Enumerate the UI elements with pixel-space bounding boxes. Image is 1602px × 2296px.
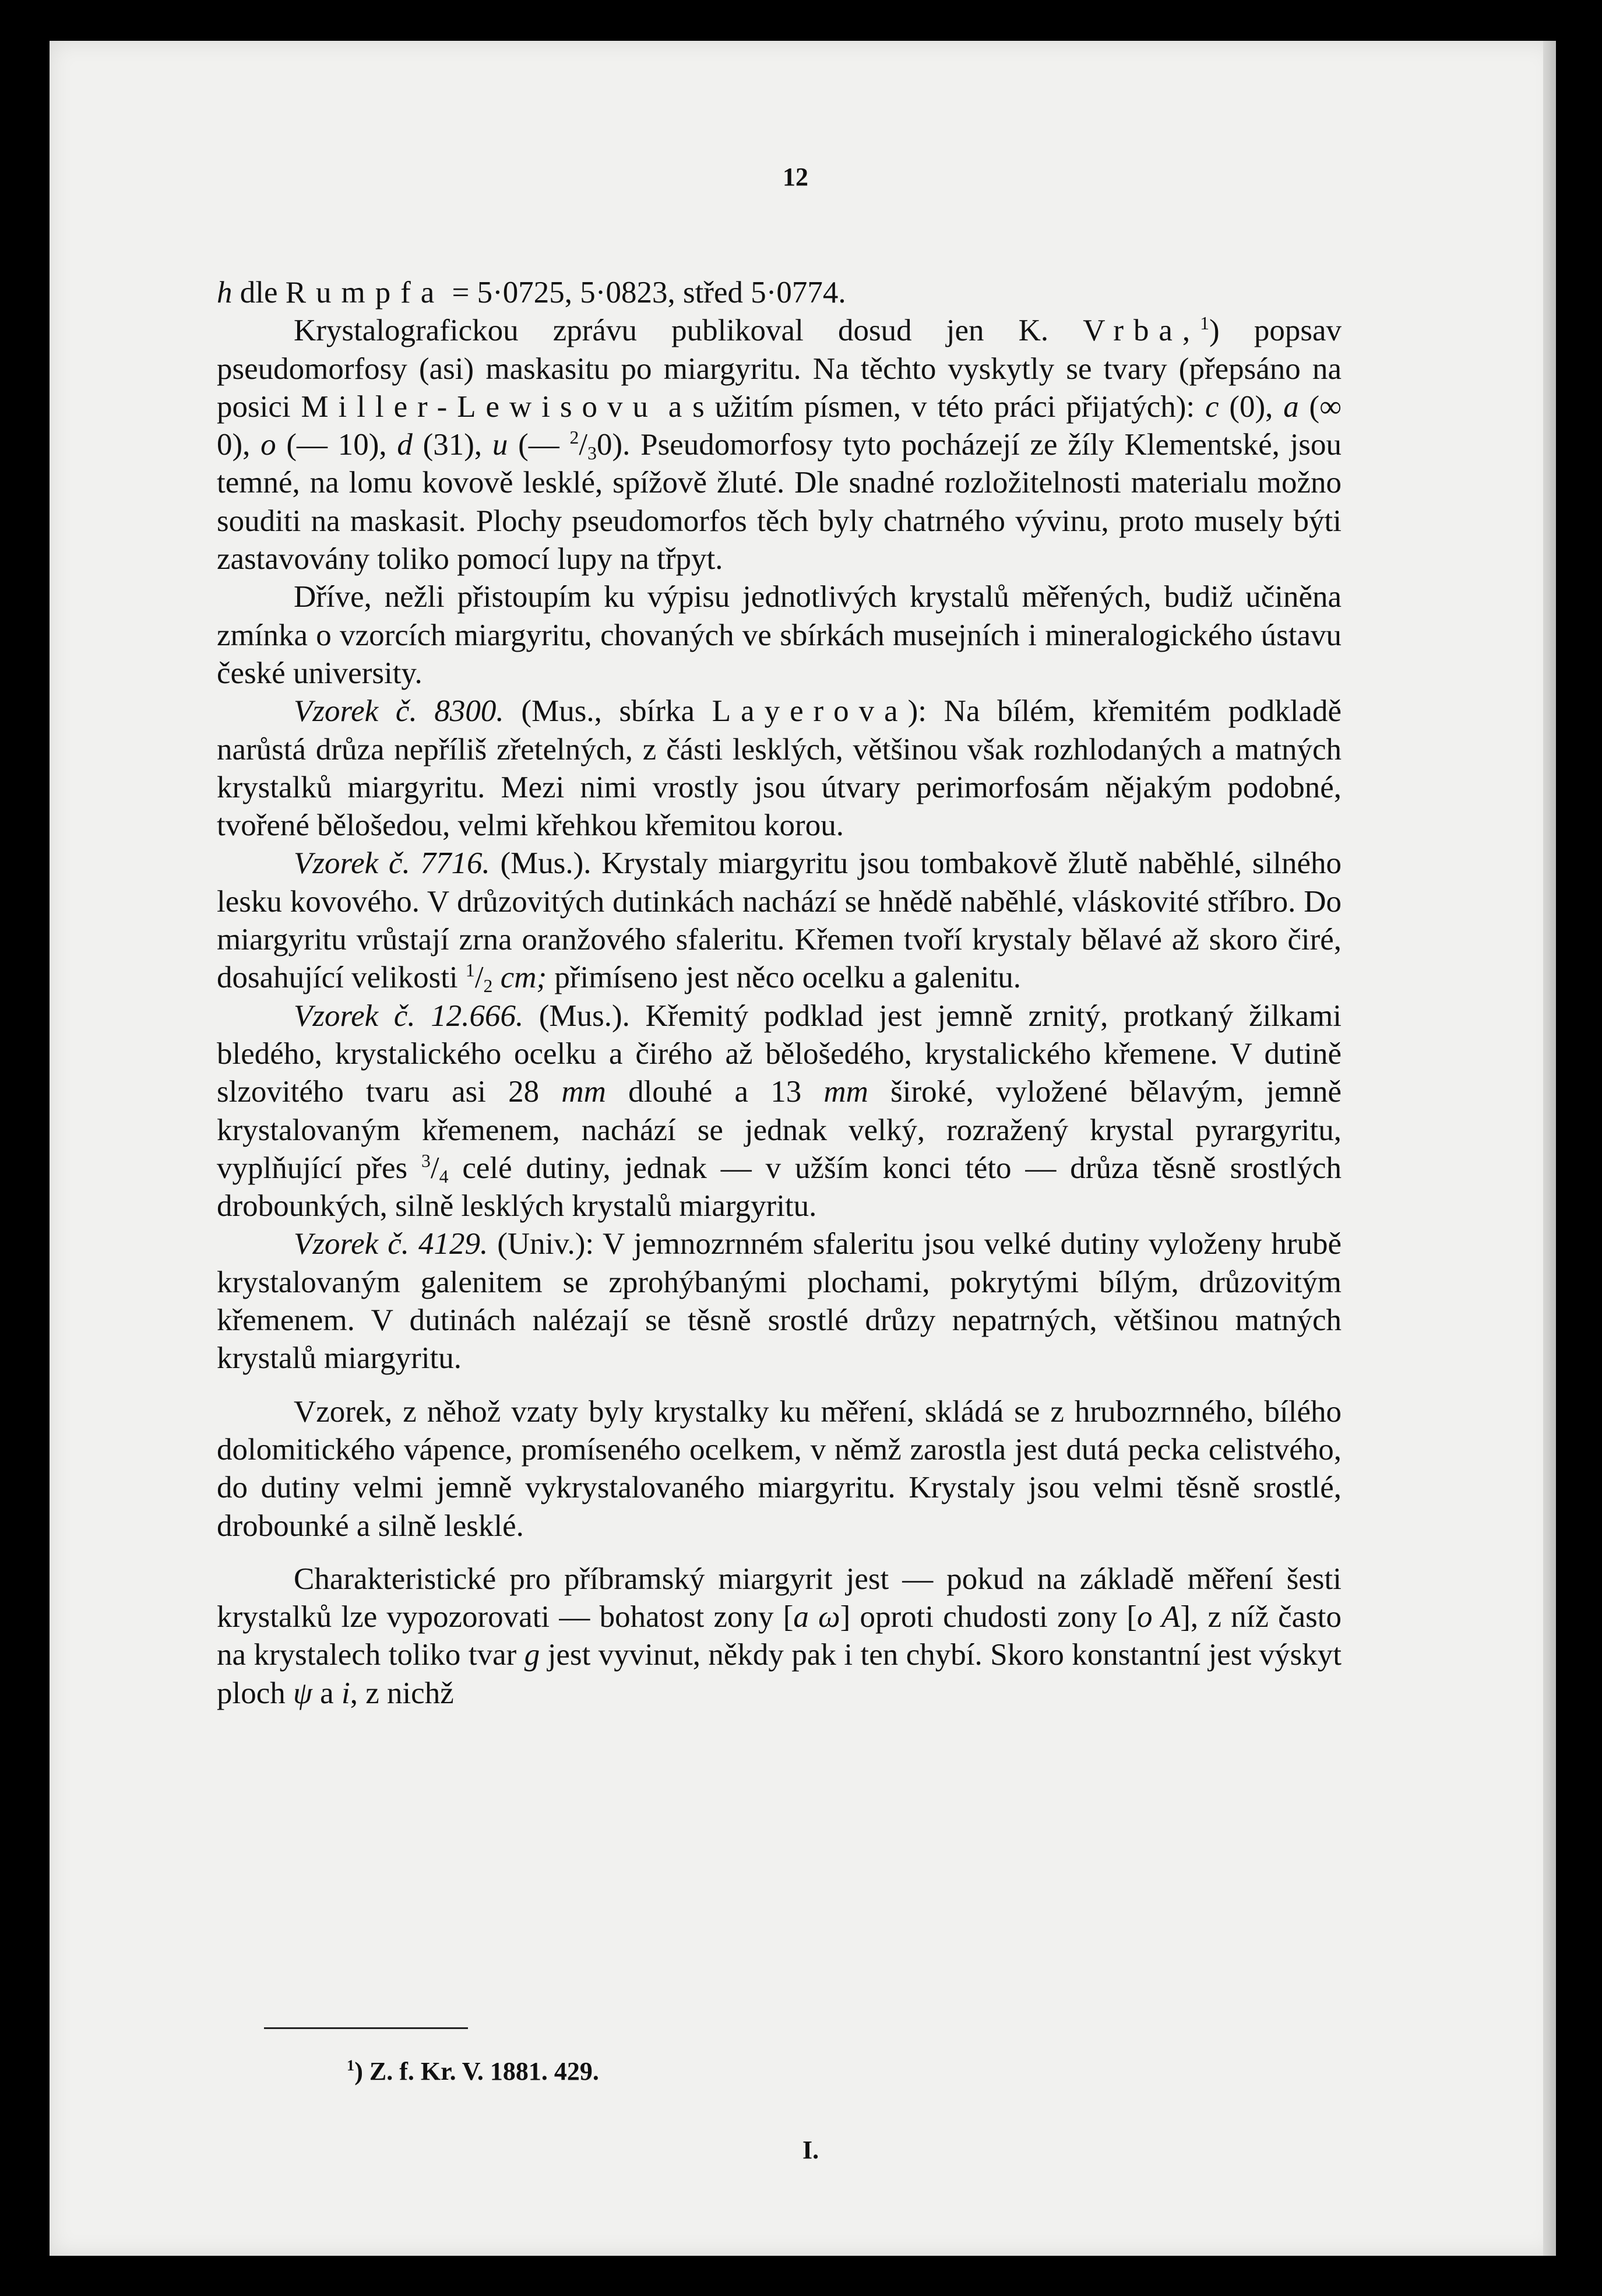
text-run: dlouhé a 13 [605,1075,824,1109]
paragraph-p7 [217,1225,1342,1377]
book-page [50,41,1556,2256]
text-run: dle [232,276,286,310]
text-run: d [397,428,413,462]
text-run: Dříve, nežli přistoupím ku výpisu jednotlivých krystalů měřených, budiž učiněna zmínka o vzorcích miargyritu, chovaných ve sbírkách musejních i mineralogického ústavu české university. [217,580,1342,690]
text-run: (Mus.). Křemitý podklad jest jemně zrnitý, protkaný žilkami bledého, krystalického ocelku a čirého až bělošedého, krystalického křemene. V dutině slzovitého tvaru asi 28 [217,998,1342,1109]
text-run: , z nichž [350,1676,454,1710]
text-run: a ω [793,1600,840,1634]
text-run: (0), [1219,389,1284,424]
text-run: i [341,1676,350,1710]
text-run: jest vyvinut, někdy pak i ten chybí. Skoro konstantní jest výskyt ploch [217,1638,1342,1710]
text-run: Miller-Lewisovu [301,389,658,424]
text-run: Rumpfa [285,276,445,310]
text-run: 1 [1200,313,1210,334]
page-number: 12 [783,163,808,191]
text-run: g [524,1638,540,1672]
text-run: Vzorek č. 12.666. [294,998,524,1033]
text-run: a s užitím písmen, v této práci přijatých): [657,389,1205,424]
text-run: a [1283,389,1299,424]
paragraph-p3 [217,578,1342,692]
paragraph-p6 [217,997,1342,1226]
text-run: / [474,961,484,995]
text-run: h [217,276,233,310]
text-run: 3 [421,1150,431,1171]
text-run: Layerova [712,694,908,729]
footnote-marker: 1 [347,2056,355,2075]
text-run: přimíseno jest něco ocelku a galenitu. [547,961,1022,995]
text-run: (— 10), [276,428,397,462]
text-run: o A [1137,1600,1181,1634]
body-text [217,274,1342,1713]
text-run: / [430,1151,439,1185]
text-run: (Univ.): V jemnozrnném sfaleritu jsou velké dutiny vyloženy hrubě krystalovaným galenitem se zprohýbanými plochami, pokrytými bílým, drůzovitým křemenem. V dutinách nalézají se těsně srostlé drůzy nepatrných, většinou matných krystalů miargyritu. [217,1227,1342,1376]
paragraph-p4 [217,692,1342,845]
text-run: ψ [293,1676,312,1710]
text-run: u [492,428,508,462]
footnote-text: ) Z. f. Kr. V. 1881. 429. [354,2057,599,2086]
text-run: (Mus., sbírka [504,694,712,729]
text-run: (31), [412,428,492,462]
text-run: 2 [569,427,579,448]
text-run: široké, vyložené bělavým, jemně krystalovaným křemenem, nachází se jednak velký, rozražený krystal pyrargyritu, vyplňující přes [217,1075,1342,1185]
text-run: Charakteristické pro příbramský miargyrit jest — pokud na základě měření šesti krystalků lze vypozorovati — bohatost zony [ [217,1562,1342,1634]
paragraph-p9 [217,1560,1342,1713]
text-run: Krystalografickou zprávu publikoval dosud jen K. [294,314,1083,348]
text-run: ) popsav pseudomorfosy (asi) maskasitu po miargyritu. Na těchto vyskytly se tvary (přepsáno na posici [217,314,1342,424]
text-run: Vzorek, z něhož vzaty byly krystalky ku měření, skládá se z hrubozrnného, bílého dolomitického vápence, promíseného ocelkem, v němž zarostla jest dutá pecka celistvého, do dutiny velmi jemně vykrystalovaného miargyritu. Krystaly jsou velmi těsně srostlé, drobounké a silně lesklé. [217,1394,1342,1543]
paragraph-p1 [217,274,1342,312]
page-edge [1543,41,1556,2256]
text-run: ): Na bílém, křemitém podkladě narůstá drůza nepříliš zřetelných, z části lesklých, většinou však rozhlodaných a matných krystalků miargyritu. Mezi nimi vrostly jsou útvary perimorfosám nějakým podobné, tvořené bělošedou, velmi křehkou křemitou korou. [217,694,1342,843]
text-run: 0). Pseudomorfosy tyto pocházejí ze žíly Klementské, jsou temné, na lomu kovově lesklé, spížově žluté. Dle snadné rozložitelnosti materialu možno souditi na maskasit. Plochy pseudomorfos těch byly chatrného vývinu, proto musely býti zastavovány toliko pomocí lupy na třpyt. [217,428,1342,576]
signature-mark: I. [802,2136,819,2164]
text-run: ] oproti chudosti zony [ [840,1600,1138,1634]
paragraph-p5 [217,845,1342,997]
text-run: = 5·0725, 5·0823, střed 5·0774. [444,276,846,310]
text-run: a [312,1676,341,1710]
text-run: Vzorek č. 4129. [294,1227,488,1261]
text-run: Vzorek č. 7716. [294,846,490,881]
text-run: o [260,428,276,462]
footnote-rule [264,2027,468,2029]
text-run: mm [561,1075,606,1109]
text-run: cm; [500,961,547,995]
text-run: celé dutiny, jednak — v užším konci této — drůza těsně srostlých drobounkých, silně lesklých krystalů miargyritu. [217,1151,1342,1223]
text-run: 4 [439,1166,449,1187]
paragraph-p8 [217,1393,1342,1545]
footnote [347,2056,599,2086]
text-run: ], z níž často na krystalech toliko tvar [217,1600,1342,1672]
text-run: (∞ 0), [217,389,1342,462]
text-run: c [1205,389,1219,424]
text-run: 3 [587,443,597,464]
text-run: / [579,428,588,462]
text-run: Vrba, [1083,314,1200,348]
text-run: (Mus.). Krystaly miargyritu jsou tombakově žlutě naběhlé, silného lesku kovového. V drůzovitých dutinkách nachází se hnědě naběhlé, vláskovité stříbro. Do miargyritu vrůstají zrna oranžového sfaleritu. Křemen tvoří krystaly bělavé až skoro čiré, dosahující velikosti [217,846,1342,995]
paragraph-p2 [217,312,1342,578]
text-run: 2 [483,976,493,997]
text-run [492,961,500,994]
text-run: 1 [465,960,475,981]
text-run: (— [508,428,570,462]
text-run: Vzorek č. 8300. [294,694,504,729]
text-run: mm [823,1075,868,1109]
